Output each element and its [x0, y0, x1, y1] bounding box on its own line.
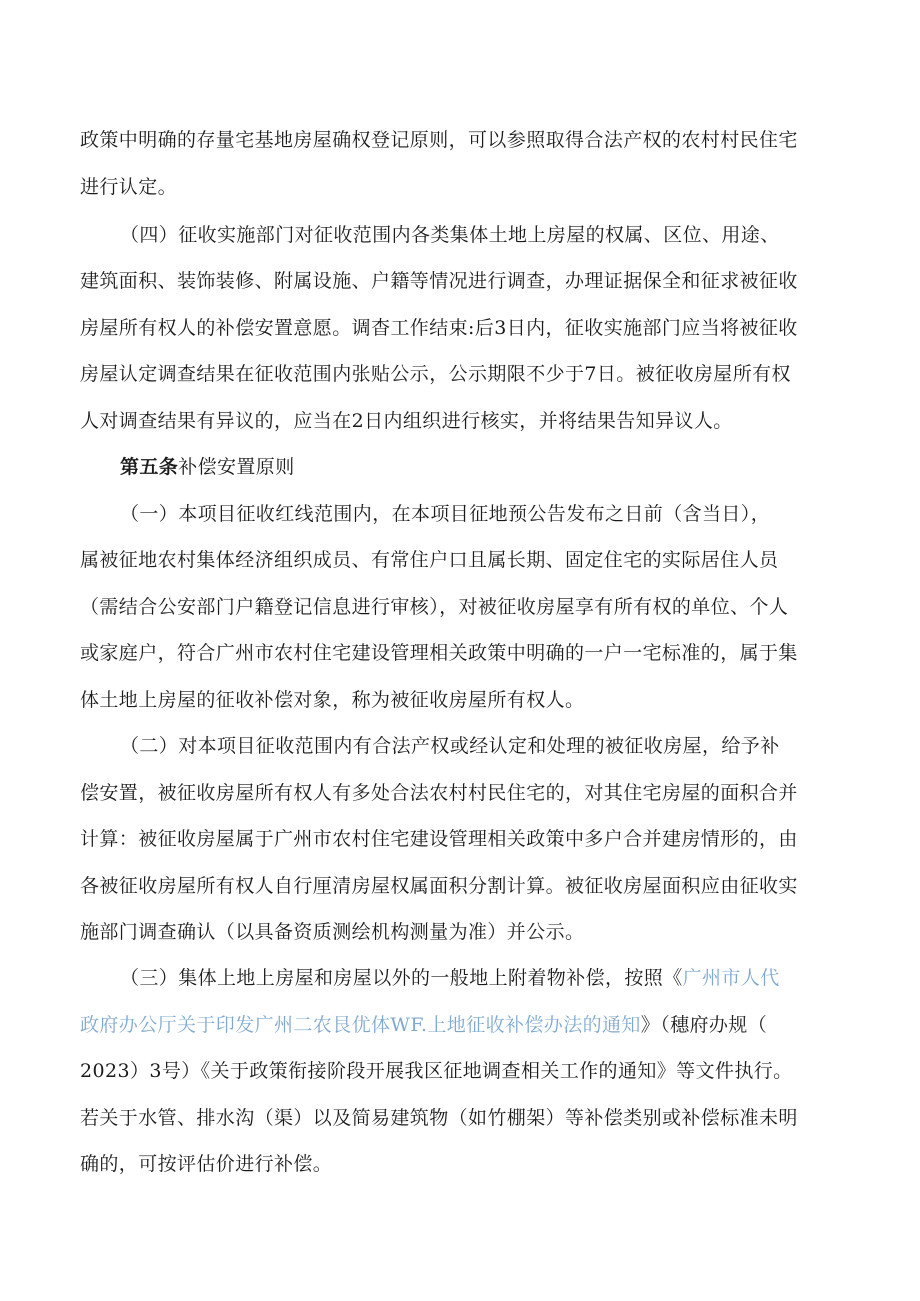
paragraph-line: 或家庭户，符合广州市农村住宅建设管理相关政策中明确的一户一宅标准的，属于集 — [80, 642, 798, 664]
paragraph-line: 确的，可按评估价进行补偿。 — [80, 1153, 333, 1175]
paragraph-line: （二）对本项目征收范围内有合法产权或经认定和处理的被征收房屋，给予补 — [120, 735, 780, 757]
paragraph-line: 政策中明确的存量宅基地房屋确权登记原则，可以参照取得合法产权的农村村民住宅 — [80, 129, 798, 151]
paragraph-line: 计算：被征收房屋属于广州市农村住宅建设管理相关政策中多户合并建房情形的，由 — [80, 828, 798, 850]
paragraph-line: 体土地上房屋的征收补偿对象，称为被征收房屋所有权人。 — [80, 689, 585, 711]
paragraph-line: 各被征收房屋所有权人自行厘清房屋权属面积分割计算。被征收房屋面积应由征收实 — [80, 875, 798, 897]
paragraph-line: 施部门调查确认（以具备资质测绘机构测量为准）并公示。 — [80, 921, 585, 943]
article-title: 补偿安置原则 — [178, 456, 295, 478]
document-title-link[interactable]: 政府办公厅关于印发广州二农艮优体WF.上地征收补偿办法的通知 — [80, 1014, 641, 1036]
paragraph-line: 房屋认定调查结果在征收范围内张贴公示，公示期限不少于7日。被征收房屋所有权 — [80, 363, 791, 385]
document-title-link[interactable]: 广州市人代 — [682, 967, 780, 989]
paragraph-line: 属被征地农村集体经济组织成员、有常住户口且属长期、固定住宅的实际居住人员 — [80, 549, 779, 571]
article-label: 第五条 — [120, 456, 179, 478]
paragraph-line: 房屋所有权人的补偿安置意愿。调杳工作结束:后3日内，征收实施部门应当将被征收 — [80, 317, 798, 339]
article-heading — [120, 455, 880, 479]
paragraph-line: 建筑面积、装饰装修、附属设施、户籍等情况进行调查，办理证据保全和征求被征收 — [80, 270, 798, 292]
paragraph-line: 人对调查结果有异议的，应当在2日内组织进行核实，并将结果告知异议人。 — [80, 410, 733, 432]
paragraph-line: （一）本项目征收红线范围内，在本项目征地预公告发布之日前（含当日）， — [120, 503, 771, 525]
paragraph-line: 2023）3号）《关于政策衔接阶段开展我区征地调查相关工作的通知》等文件执行。 — [80, 1060, 793, 1082]
paragraph-line: 若关于水管、排水沟（渠）以及简易建筑物（如竹棚架）等补偿类别或补偿标准未明 — [80, 1107, 798, 1129]
paragraph-line: （需结合公安部门户籍登记信息进行审核），对被征收房屋享有所有权的单位、个人 — [80, 596, 789, 618]
line-segment: （三）集体上地上房屋和房屋以外的一般地上附着物补偿，按照《 — [120, 967, 683, 989]
paragraph-line: 偿安置，被征收房屋所有权人有多处合法农村村民住宅的，对其住宅房屋的面积合并 — [80, 782, 798, 804]
paragraph-line: 进行认定。 — [80, 176, 178, 198]
line-segment: 》（穗府办规（ — [640, 1014, 768, 1036]
paragraph-line — [120, 966, 880, 990]
paragraph-line: （四）征收实施部门对征收范围内各类集体土地上房屋的权属、区位、用途、 — [120, 224, 780, 246]
paragraph-line — [80, 1013, 840, 1037]
